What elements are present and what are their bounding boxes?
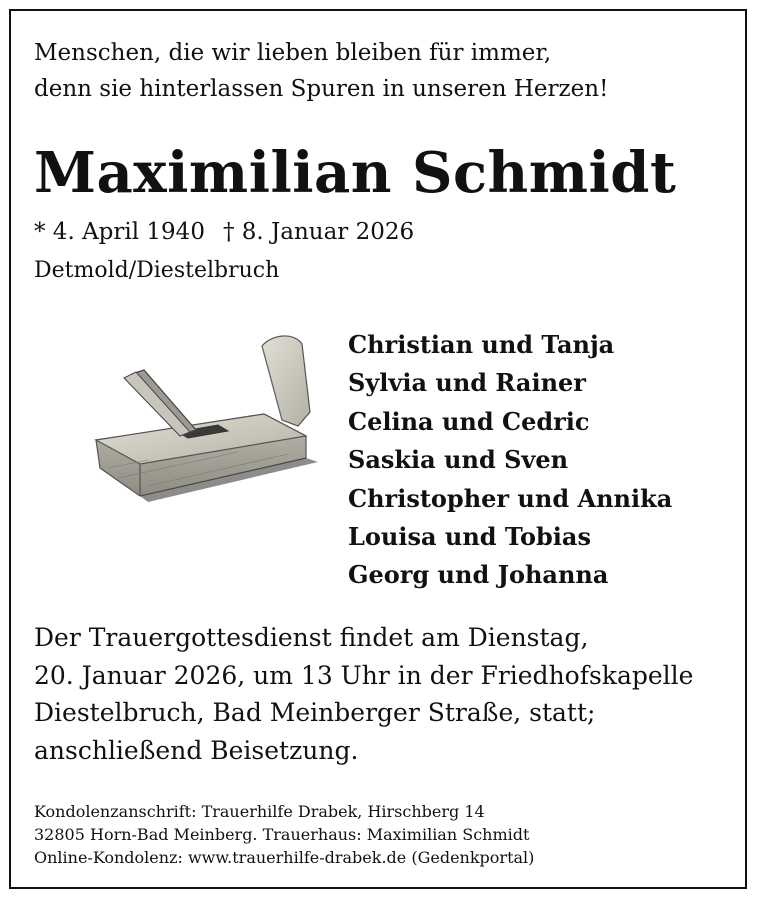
contact-line: 32805 Horn-Bad Meinberg. Trauerhaus: Maximilian Schmidt <box>34 825 530 844</box>
service-line: Der Trauergottesdienst findet am Dienstag, <box>34 623 589 652</box>
deceased-name: Maximilian Schmidt <box>34 140 677 206</box>
service-line: 20. Januar 2026, um 13 Uhr in der Friedhofskapelle <box>34 660 694 690</box>
service-line: anschließend Beisetzung. <box>34 735 359 765</box>
funeral-service-text <box>34 619 693 769</box>
family-member: Christian und Tanja <box>348 330 615 359</box>
memorial-quote <box>34 35 608 107</box>
contact-line: Kondolenzanschrift: Trauerhilfe Drabek, Hirschberg 14 <box>34 802 485 821</box>
hand-plane-icon <box>88 328 328 508</box>
family-member: Saskia und Sven <box>348 445 569 475</box>
family-member: Louisa und Tobias <box>348 521 591 551</box>
family-list <box>348 326 672 595</box>
family-member: Georg und Johanna <box>348 560 609 590</box>
birth-date: * 4. April 1940 <box>34 219 205 245</box>
family-member: Sylvia und Rainer <box>348 368 586 398</box>
death-date: † 8. Januar 2026 <box>222 219 415 245</box>
family-member: Christopher und Annika <box>348 483 673 513</box>
family-member: Celina und Cedric <box>348 406 590 436</box>
quote-line-2: denn sie hinterlassen Spuren in unseren Herzen! <box>34 76 609 102</box>
condolence-contact <box>34 800 534 869</box>
quote-line-1: Menschen, die wir lieben bleiben für immer, <box>34 40 552 66</box>
contact-line: Online-Kondolenz: www.trauerhilfe-drabek.de (Gedenkportal) <box>34 848 535 867</box>
life-dates <box>34 217 414 247</box>
service-line: Diestelbruch, Bad Meinberger Straße, statt; <box>34 698 596 727</box>
residence-place: Detmold/Diestelbruch <box>34 258 280 283</box>
